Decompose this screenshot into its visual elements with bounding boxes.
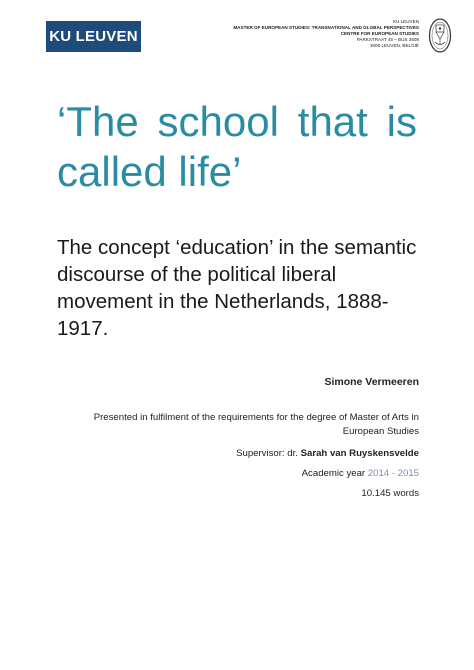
supervisor-label: Supervisor: dr. <box>236 448 301 459</box>
supervisor-name: Sarah van Ruyskensvelde <box>300 448 419 459</box>
university-seal-icon <box>428 17 452 54</box>
street-address: PARKSTRAAT 45 – BUS 3609 <box>356 37 419 42</box>
ku-leuven-logo: KU LEUVEN <box>46 21 141 52</box>
centre-name: CENTRE FOR EUROPEAN STUDIES <box>340 31 419 36</box>
thesis-title: ‘The school that is called life’ <box>57 98 417 195</box>
academic-year-line <box>59 467 419 481</box>
academic-year-label: Academic year <box>301 468 368 479</box>
programme-name: MASTER OF EUROPEAN STUDIES: TRANSNATIONAL AND GLOBAL PERSPECTIVES <box>233 25 419 30</box>
institution-address <box>159 19 419 49</box>
supervisor-line <box>59 447 419 461</box>
thesis-subtitle: The concept ‘education’ in the semantic discourse of the political liberal movement in the Netherlands, 1888-1917. <box>57 236 417 340</box>
city-address: 3000 LEUVEN, BELGIË <box>369 43 419 48</box>
academic-year-value: 2014 - 2015 <box>367 468 419 479</box>
university-name: KU LEUVEN <box>392 19 419 24</box>
degree-statement: Presented in fulfilment of the requirements for the degree of Master of Arts in European Studies <box>93 412 419 437</box>
author-name: Simone Vermeeren <box>324 376 419 388</box>
word-count: 10.145 words <box>361 488 419 499</box>
